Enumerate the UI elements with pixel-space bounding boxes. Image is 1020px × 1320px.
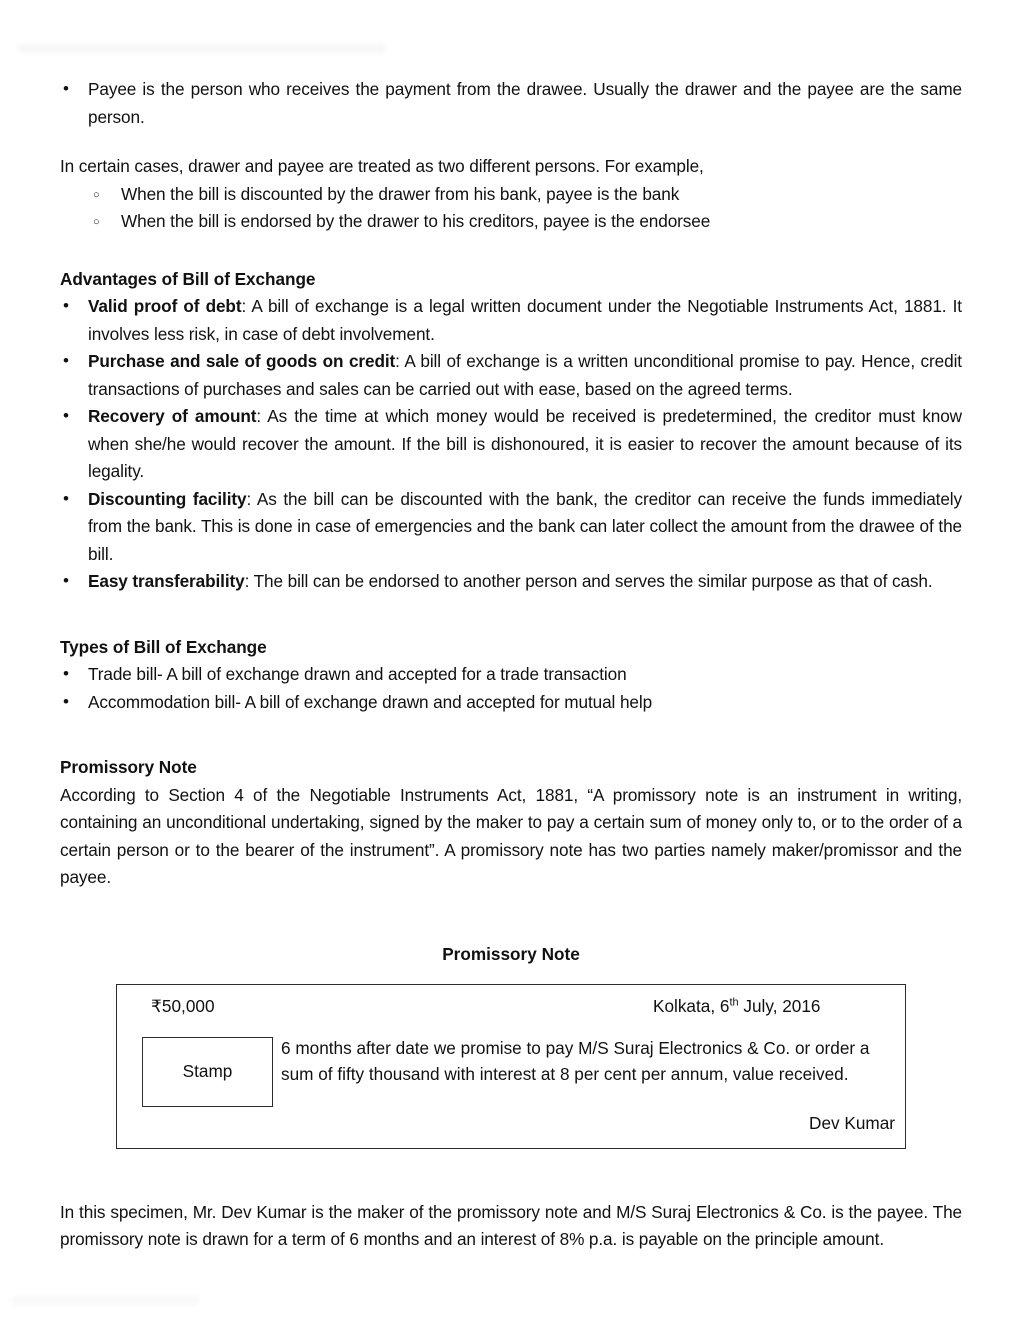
list-item-payee [60,76,962,131]
advantage-text: : A bill of exchange is a written unconditional promise to pay. Hence, credit transactions of purchases and sales can be carried out with ease, based on the agreed terms. [88,351,962,399]
payee-bullet-list [60,76,962,131]
spacer [60,596,962,634]
list-item-advantage [60,348,962,403]
heading-types: Types of Bill of Exchange [60,636,267,657]
advantage-text: : As the time at which money would be received is predetermined, the creditor must know when she/he would recover the amount. If the bill is dishonoured, it is easier to recover the amount because of its legality. [88,406,962,481]
scan-artifact-bottom [12,1295,200,1306]
list-item-advantage [60,403,962,486]
advantages-list [60,293,962,596]
spacer [60,930,962,942]
types-list [60,661,962,716]
heading-advantages: Advantages of Bill of Exchange [60,268,316,289]
promissory-note-definition: According to Section 4 of the Negotiable Instruments Act, 1881, “A promissory note is an instrument in writing, containing an unconditional undertaking, signed by the maker to pay a certain sum of money only to, or to the order of a certain person or to the bearer of the instrument”. A promissory note has two parties namely maker/promissor and the payee. [60,784,962,887]
spacer [60,131,962,153]
advantage-term: Recovery of amount [88,406,257,426]
spacer [60,892,962,930]
advantage-text: : A bill of exchange is a legal written document under the Negotiable Instruments Act, 1881. It involves less risk, in case of debt involvement. [88,296,962,344]
spacer [60,1149,962,1187]
advantage-term: Purchase and sale of goods on credit [88,351,396,371]
list-item-advantage [60,568,962,596]
advantage-term: Discounting facility [88,488,247,509]
advantage-term: Valid proof of debt [88,296,242,316]
certain-case-text: When the bill is discounted by the drawer from his bank, payee is the bank [121,183,680,204]
type-text: Accommodation bill- A bill of exchange drawn and accepted for mutual help [88,691,653,712]
specimen-place-date [653,994,820,1018]
specimen-amount: ₹50,000 [151,995,215,1016]
spacer [60,236,962,266]
specimen-title: Promissory Note [442,943,580,964]
list-item-type [60,689,962,717]
spacer [60,716,962,754]
advantage-text: : As the bill can be discounted with the bank, the creditor can receive the funds immediately from the bank. This is done in case of emergencies and the bank can later collect the amount from the drawee of the bill. [88,488,962,564]
specimen-date-ordinal: th [729,995,739,1008]
closing-paragraph: In this specimen, Mr. Dev Kumar is the maker of the promissory note and M/S Suraj Electronics & Co. is the payee. The promissory note is drawn for a term of 6 months and an interest of 8% p.a. is payable on the principle amount. [60,1201,962,1249]
specimen-header-row [117,985,905,1025]
list-item-advantage [60,293,962,348]
stamp-box [142,1037,273,1107]
stamp-label: Stamp [182,1061,233,1081]
type-text: Trade bill- A bill of exchange drawn and accepted for a trade transaction [88,664,627,684]
specimen-place-suffix: July, 2016 [738,995,821,1016]
specimen-body-text: 6 months after date we promise to pay M/S Suraj Electronics & Co. or order a sum of fifty thousand with interest at 8 per cent per annum, value received. [281,1037,870,1084]
certain-cases-intro: In certain cases, drawer and payee are treated as two different persons. For example, [60,156,704,176]
certain-case-text: When the bill is endorsed by the drawer to his creditors, payee is the endorsee [121,211,711,231]
specimen-signature: Dev Kumar [809,1112,895,1133]
payee-bullet-text: Payee is the person who receives the payment from the drawee. Usually the drawer and the payee are the same person. [88,79,962,127]
specimen-place-prefix: Kolkata, 6 [653,995,730,1016]
list-item-type [60,661,962,689]
heading-promissory-note: Promissory Note [60,757,197,777]
list-item [93,208,962,236]
advantage-text: : The bill can be endorsed to another person and serves the similar purpose as that of cash. [244,571,933,591]
document-body [60,76,962,1254]
list-item [93,181,962,209]
certain-cases-list [60,181,962,236]
spacer [60,1187,962,1199]
list-item-advantage [60,486,962,569]
scan-artifact-top [18,44,386,53]
advantage-term: Easy transferability [88,571,245,591]
promissory-note-specimen-box [116,984,906,1149]
